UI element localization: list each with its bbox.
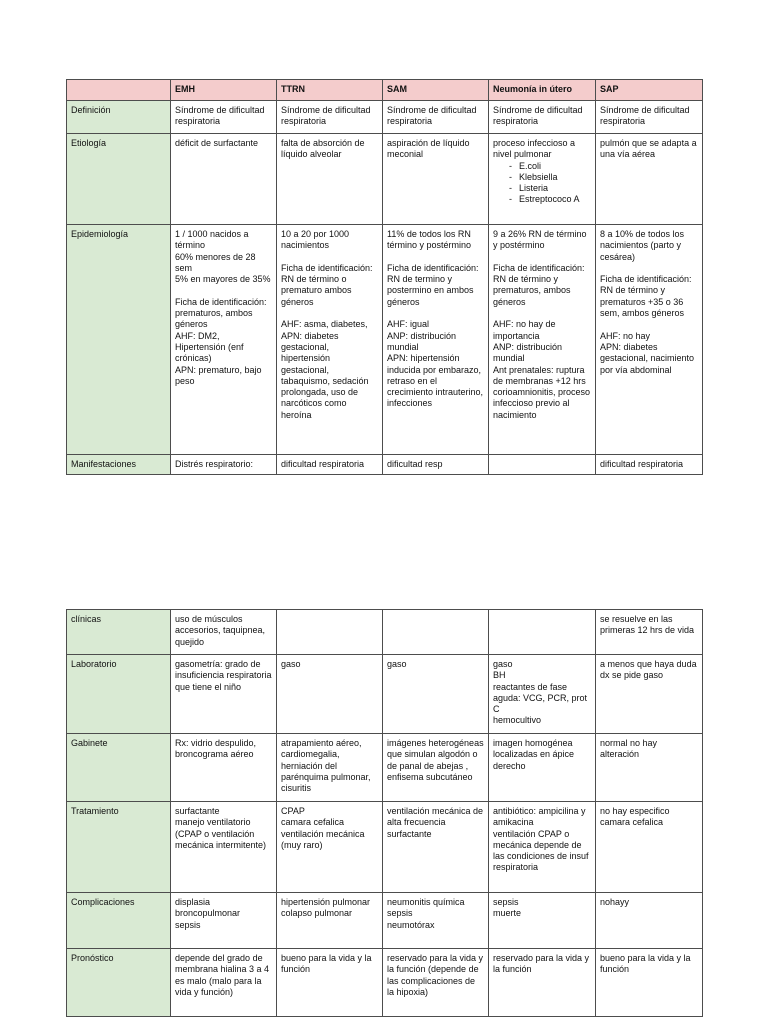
- cell-pronostico-emh: depende del grado de membrana hialina 3 a 4 es malo (malo para la vida y función): [171, 949, 277, 1017]
- header-neumonia: Neumonía in útero: [489, 80, 596, 101]
- list-item: - Estreptococo A: [493, 194, 591, 205]
- cell-laboratorio-emh: gasometría: grado de insuficiencia respiratoria que tiene el niño: [171, 655, 277, 734]
- row-epidemiologia: [67, 225, 703, 455]
- row-label-laboratorio: Laboratorio: [67, 655, 171, 734]
- cell-tratamiento-emh: surfactante manejo ventilatorio (CPAP o ventilación mecánica intermitente): [171, 802, 277, 893]
- row-definicion: [67, 101, 703, 134]
- cell-epidemiologia-sam: 11% de todos los RN término y postérmino Ficha de identificación: RN de termino y postermino en ambos géneros AHF: igual ANP: distribución mundial APN: hipertensión inducida por embarazo, retraso en el crecimiento intrauterino, infecciones: [383, 225, 489, 455]
- row-label-gabinete: Gabinete: [67, 734, 171, 802]
- header-sam: SAM: [383, 80, 489, 101]
- list-item: - Klebsiella: [493, 172, 591, 183]
- cell-etiologia-ttrn: falta de absorción de líquido alveolar: [277, 134, 383, 225]
- cell-gabinete-emh: Rx: vidrio despulido, broncograma aéreo: [171, 734, 277, 802]
- header-ttrn: TTRN: [277, 80, 383, 101]
- comparison-table-part-2: [66, 609, 703, 1017]
- cell-clinicas-sap: se resuelve en las primeras 12 hrs de vida: [596, 610, 703, 655]
- cell-tratamiento-neumonia: antibiótico: ampicilina y amikacina ventilación CPAP o mecánica depende de las condiciones de insuf respiratoria: [489, 802, 596, 893]
- row-laboratorio: [67, 655, 703, 734]
- cell-laboratorio-sap: a menos que haya duda dx se pide gaso: [596, 655, 703, 734]
- list-item: - E.coli: [493, 161, 591, 172]
- cell-epidemiologia-ttrn: 10 a 20 por 1000 nacimientos Ficha de identificación: RN de término o prematuro ambos géneros AHF: asma, diabetes, APN: diabetes gestacional, hipertensión gestacional, tabaquismo, sedación prolongada, uso de narcóticos como heroína: [277, 225, 383, 455]
- cell-definicion-sap: Síndrome de dificultad respiratoria: [596, 101, 703, 134]
- cell-epidemiologia-neumonia: 9 a 26% RN de término y postérmino Ficha de identificación: RN de término y prematuros, ambos géneros AHF: no hay de importancia ANP: distribución mundial Ant prenatales: ruptura de membranas +12 hrs corioamnionitis, proceso infeccioso previo al nacimiento: [489, 225, 596, 455]
- cell-clinicas-neumonia: [489, 610, 596, 655]
- row-clinicas: [67, 610, 703, 655]
- cell-epidemiologia-sap: 8 a 10% de todos los nacimientos (parto y cesárea) Ficha de identificación: RN de término y prematuros +35 o 36 sem, ambos géneros AHF: no hay APN: diabetes gestacional, nacimiento por vía abdominal: [596, 225, 703, 455]
- cell-laboratorio-neumonia: gaso BH reactantes de fase aguda: VCG, PCR, prot C hemocultivo: [489, 655, 596, 734]
- cell-etiologia-emh: déficit de surfactante: [171, 134, 277, 225]
- cell-definicion-neumonia: Síndrome de dificultad respiratoria: [489, 101, 596, 134]
- cell-definicion-sam: Síndrome de dificultad respiratoria: [383, 101, 489, 134]
- cell-definicion-emh: Síndrome de dificultad respiratoria: [171, 101, 277, 134]
- header-sap: SAP: [596, 80, 703, 101]
- comparison-table-part-1: [66, 79, 703, 475]
- cell-complicaciones-sam: neumonitis química sepsis neumotórax: [383, 893, 489, 949]
- row-manifestaciones: [67, 455, 703, 475]
- cell-etiologia-neumonia: [489, 134, 596, 225]
- row-label-definicion: Definición: [67, 101, 171, 134]
- cell-manifestaciones-ttrn: dificultad respiratoria: [277, 455, 383, 475]
- cell-clinicas-sam: [383, 610, 489, 655]
- cell-etiologia-sap: pulmón que se adapta a una vía aérea: [596, 134, 703, 225]
- row-gabinete: [67, 734, 703, 802]
- cell-tratamiento-sap: no hay especifico camara cefalica: [596, 802, 703, 893]
- cell-epidemiologia-emh: 1 / 1000 nacidos a término 60% menores de 28 sem 5% en mayores de 35% Ficha de identificación: prematuros, ambos géneros AHF: DM2, Hipertensión (enf crónicas) APN: prematuro, bajo peso: [171, 225, 277, 455]
- row-label-clinicas: clínicas: [67, 610, 171, 655]
- cell-complicaciones-neumonia: sepsis muerte: [489, 893, 596, 949]
- cell-complicaciones-ttrn: hipertensión pulmonar colapso pulmonar: [277, 893, 383, 949]
- header-emh: EMH: [171, 80, 277, 101]
- cell-etiologia-sam: aspiración de líquido meconial: [383, 134, 489, 225]
- cell-tratamiento-sam: ventilación mecánica de alta frecuencia surfactante: [383, 802, 489, 893]
- header-row: [67, 80, 703, 101]
- cell-manifestaciones-sap: dificultad respiratoria: [596, 455, 703, 475]
- cell-manifestaciones-emh: Distrés respiratorio:: [171, 455, 277, 475]
- neumonia-etiologia-intro: proceso infeccioso a nivel pulmonar: [493, 138, 576, 160]
- row-label-complicaciones: Complicaciones: [67, 893, 171, 949]
- header-corner: [67, 80, 171, 101]
- cell-manifestaciones-sam: dificultad resp: [383, 455, 489, 475]
- cell-laboratorio-ttrn: gaso: [277, 655, 383, 734]
- cell-clinicas-emh: uso de músculos accesorios, taquipnea, quejido: [171, 610, 277, 655]
- list-item: - Listeria: [493, 183, 591, 194]
- row-label-pronostico: Pronóstico: [67, 949, 171, 1017]
- cell-laboratorio-sam: gaso: [383, 655, 489, 734]
- cell-gabinete-ttrn: atrapamiento aéreo, cardiomegalia, herniación del parénquima pulmonar, cisuritis: [277, 734, 383, 802]
- cell-complicaciones-sap: nohayy: [596, 893, 703, 949]
- cell-clinicas-ttrn: [277, 610, 383, 655]
- row-complicaciones: [67, 893, 703, 949]
- cell-pronostico-sam: reservado para la vida y la función (depende de las complicaciones de la hipoxia): [383, 949, 489, 1017]
- row-label-epidemiologia: Epidemiología: [67, 225, 171, 455]
- cell-tratamiento-ttrn: CPAP camara cefalica ventilación mecánica (muy raro): [277, 802, 383, 893]
- cell-gabinete-sap: normal no hay alteración: [596, 734, 703, 802]
- cell-pronostico-ttrn: bueno para la vida y la función: [277, 949, 383, 1017]
- row-etiologia: [67, 134, 703, 225]
- row-label-etiologia: Etiología: [67, 134, 171, 225]
- cell-gabinete-sam: imágenes heterogéneas que simulan algodón o de panal de abejas , enfisema subcutáneo: [383, 734, 489, 802]
- row-pronostico: [67, 949, 703, 1017]
- cell-gabinete-neumonia: imagen homogénea localizadas en ápice derecho: [489, 734, 596, 802]
- cell-pronostico-neumonia: reservado para la vida y la función: [489, 949, 596, 1017]
- row-tratamiento: [67, 802, 703, 893]
- cell-pronostico-sap: bueno para la vida y la función: [596, 949, 703, 1017]
- organism-list: [493, 161, 591, 206]
- cell-definicion-ttrn: Síndrome de dificultad respiratoria: [277, 101, 383, 134]
- row-label-tratamiento: Tratamiento: [67, 802, 171, 893]
- row-label-manifestaciones: Manifestaciones: [67, 455, 171, 475]
- cell-complicaciones-emh: displasia broncopulmonar sepsis: [171, 893, 277, 949]
- cell-manifestaciones-neumonia: [489, 455, 596, 475]
